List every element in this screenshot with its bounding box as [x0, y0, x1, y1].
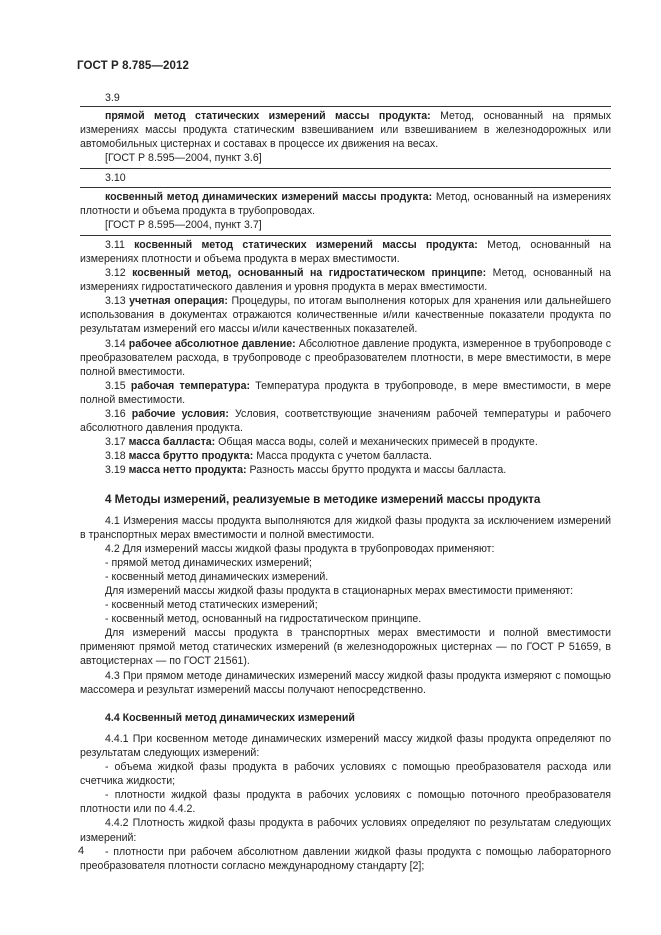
- term-number: 3.17: [105, 436, 129, 449]
- term-name: косвенный метод динамических измерений массы продукта:: [105, 190, 433, 203]
- term-text: Масса продукта с учетом балласта.: [253, 450, 432, 463]
- document-body: [80, 91, 611, 873]
- paragraph-4-4-2: 4.4.2 Плотность жидкой фазы продукта в рабочих условиях определяют по результатам следующих измерений:: [80, 817, 611, 844]
- term-3-12: [80, 266, 611, 294]
- term-name: масса брутто продукта:: [128, 450, 254, 463]
- subsection-4-4-title: 4.4 Косвенный метод динамических измерений: [105, 711, 355, 724]
- term-name: масса нетто продукта:: [128, 464, 247, 477]
- term-3-13: [80, 294, 611, 336]
- term-number: 3.11: [105, 238, 135, 251]
- list-item: - косвенный метод статических измерений;: [105, 599, 318, 612]
- term-3-11: [80, 238, 611, 266]
- term-name: косвенный метод статических измерений массы продукта:: [134, 238, 478, 251]
- list-item: - косвенный метод динамических измерений.: [105, 570, 329, 583]
- term-text: Абсолютное давление продукта, измеренное в трубопроводе с преобразователем расхода, в трубопроводе с преобразователем плотности, в мере вместимости, в мере полной вместимости.: [80, 337, 612, 378]
- paragraph-4-2: 4.2 Для измерений массы жидкой фазы продукта в трубопроводах применяют:: [105, 542, 495, 555]
- term-text: Условия, соответствующие значениям рабочей температуры и рабочего абсолютного давления продукта.: [80, 407, 611, 435]
- term-text: Метод, основанный на измерениях плотности и объема продукта в мерах вместимости.: [80, 238, 611, 265]
- paragraph-4-3: 4.3 При прямом методе динамических измерений массу жидкой фазы продукта измеряют с помощью массомера и результат измерений массы получают непосредственно.: [80, 669, 611, 696]
- term-text: Общая масса воды, солей и механических примесей в продукте.: [215, 436, 538, 449]
- term-number: 3.13: [105, 295, 130, 308]
- document-header: ГОСТ Р 8.785—2012: [77, 60, 189, 72]
- term-number: 3.12: [105, 267, 133, 280]
- term-box-3-9: [80, 106, 611, 169]
- term-3-18: [80, 449, 611, 463]
- term-3-14: [80, 337, 611, 379]
- term-number: 3.14: [105, 337, 129, 350]
- term-text: Метод, основанный на измерениях плотности и объема продукта в трубопроводах.: [80, 190, 611, 217]
- term-name: рабочая температура:: [130, 379, 250, 392]
- list-item: - плотности жидкой фазы продукта в рабочих условиях с помощью поточного преобразователя плотности или по 4.4.2.: [80, 789, 611, 816]
- paragraph-4-4-1: 4.4.1 При косвенном методе динамических измерений массу жидкой фазы продукта определяют по результатам следующих измерений:: [80, 732, 611, 759]
- term-reference: [ГОСТ Р 8.595—2004, пункт 3.7]: [105, 218, 262, 231]
- term-number: 3.19: [105, 464, 129, 477]
- term-number: 3.9: [105, 92, 120, 104]
- page-number: 4: [78, 845, 85, 857]
- list-item: - плотности при рабочем абсолютном давлении жидкой фазы продукта с помощью лабораторного преобразователя плотности согласно международному стандарту [2];: [80, 845, 611, 872]
- paragraph: Для измерений массы жидкой фазы продукта в стационарных мерах вместимости применяют:: [105, 585, 574, 597]
- term-number: 3.10: [105, 172, 126, 185]
- term-3-15: [80, 379, 611, 407]
- term-name: косвенный метод, основанный на гидростатическом принципе:: [132, 267, 487, 280]
- term-box-3-10: [80, 187, 611, 236]
- term-name: масса балласта:: [128, 436, 216, 449]
- term-name: рабочие условия:: [131, 407, 229, 420]
- term-definition: [80, 109, 611, 151]
- paragraph-4-1: 4.1 Измерения массы продукта выполняются для жидкой фазы продукта за исключением измерений в транспортных мерах вместимости и полной вместимости.: [80, 514, 611, 541]
- term-name: учетная операция:: [129, 295, 228, 308]
- term-text: Метод, основанный на измерениях гидростатического давления и уровня продукта в мерах вместимости.: [80, 267, 611, 294]
- term-number: 3.18: [105, 450, 129, 463]
- term-3-16: [80, 407, 611, 435]
- paragraph: Для измерений массы продукта в транспортных мерах вместимости и полной вместимости применяют прямой метод статических измерений (в железнодорожных цистернах — по ГОСТ Р 51659, в автоцистернах — по ГОСТ 21561).: [80, 627, 611, 668]
- term-text: Температура продукта в трубопроводе, в мере вместимости, в мере полной вместимости.: [80, 379, 611, 406]
- term-text: Метод, основанный на прямых измерениях массы продукта статическим взвешиванием или взвешиванием в железнодорожных или автомобильных цистернах и составах в процессе их движения на весах.: [80, 110, 611, 151]
- term-definition: [80, 190, 611, 218]
- term-text: Разность массы брутто продукта и массы балласта.: [246, 464, 507, 477]
- term-3-19: [80, 463, 611, 477]
- term-name: рабочее абсолютное давление:: [128, 337, 296, 350]
- term-name: прямой метод статических измерений массы продукта:: [105, 110, 431, 123]
- section-4-title: 4 Методы измерений, реализуемые в методике измерений массы продукта: [105, 493, 541, 507]
- list-item: - объема жидкой фазы продукта в рабочих условиях с помощью преобразователя расхода или счетчика жидкости;: [80, 761, 611, 788]
- term-reference: [ГОСТ Р 8.595—2004, пункт 3.6]: [105, 152, 262, 165]
- term-number: 3.16: [105, 407, 132, 420]
- term-text: Процедуры, по итогам выполнения которых для хранения или дальнейшего использования в документах отражаются количественные и/или качественные показатели продукта по результатам измерений его массы и/или качественных показателей.: [80, 295, 611, 336]
- term-3-17: [80, 435, 611, 449]
- term-number: 3.15: [105, 379, 131, 392]
- list-item: - прямой метод динамических измерений;: [105, 556, 312, 569]
- list-item: - косвенный метод, основанный на гидростатическом принципе.: [105, 613, 422, 626]
